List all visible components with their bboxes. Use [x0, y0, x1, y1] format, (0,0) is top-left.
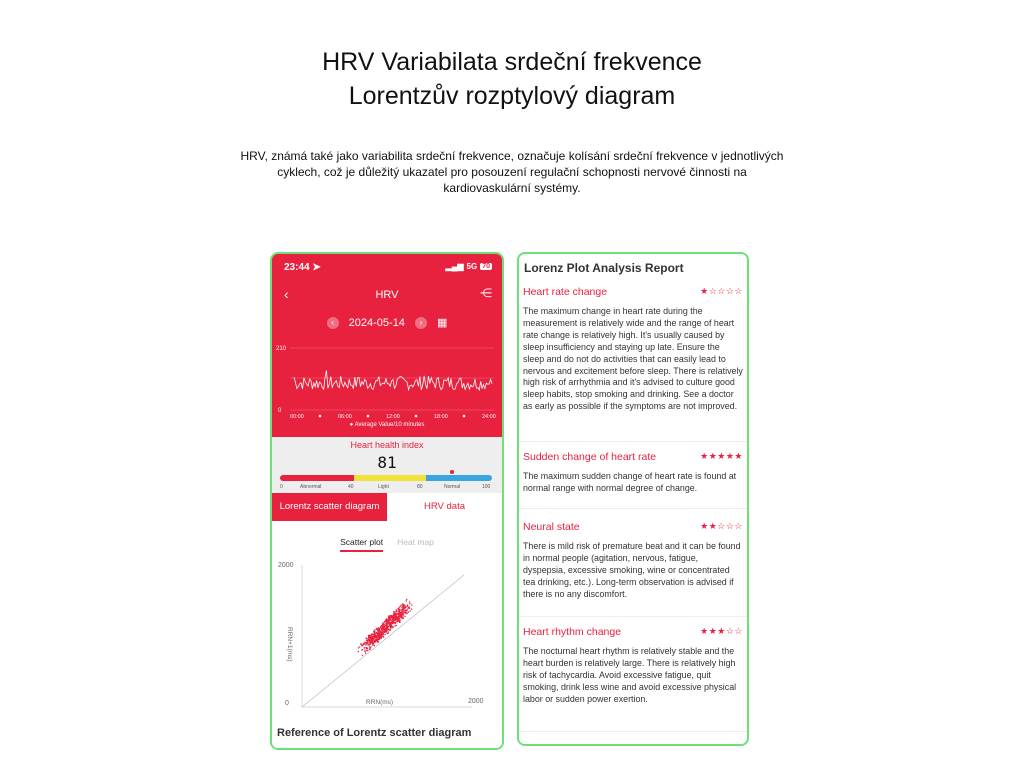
scatter-point	[360, 644, 361, 645]
scatter-point	[402, 616, 403, 617]
scatter-point	[404, 610, 405, 611]
scatter-point	[388, 632, 389, 633]
scatter-point	[402, 606, 403, 607]
scatter-point	[390, 619, 391, 620]
scatter-point	[400, 606, 401, 607]
scatter-point	[376, 629, 377, 630]
status-time: 23:44 ➤	[284, 262, 321, 273]
scatter-point	[398, 614, 399, 615]
scatter-point	[387, 624, 388, 625]
scatter-point	[395, 617, 396, 618]
scatter-point	[372, 639, 373, 640]
scatter-point	[391, 623, 392, 624]
next-date-button[interactable]: ›	[415, 317, 427, 329]
scatter-point	[362, 649, 363, 650]
scatter-point	[404, 616, 405, 617]
scatter-point	[395, 611, 396, 612]
scatter-point	[377, 633, 378, 634]
scatter-point	[385, 625, 386, 626]
scatter-point	[396, 625, 397, 626]
scatter-point	[369, 638, 370, 639]
scatter-point	[362, 655, 363, 656]
scatter-point	[391, 617, 392, 618]
star-rating: ★★☆☆☆	[700, 521, 743, 531]
scatter-point	[369, 646, 370, 647]
scatter-point	[384, 631, 385, 632]
scatter-point	[363, 643, 364, 644]
scatter-point	[364, 649, 365, 650]
x-tick-dot	[415, 415, 418, 418]
scatter-point	[370, 642, 371, 643]
scatter-point	[400, 612, 401, 613]
scatter-point	[373, 643, 374, 644]
scatter-point	[403, 614, 404, 615]
scatter-point	[387, 633, 388, 634]
x-tick-dot	[367, 415, 370, 418]
section-body: The nocturnal heart rhythm is relatively stable and the heart burden is relatively large. There is relatively high risk of tachycardia. Avoid excessive fatigue, quit smoking, drink less wine and avoid excessive physical labor or sudden power exertion.	[523, 646, 737, 704]
scatter-point	[401, 610, 402, 611]
scatter-point	[381, 628, 382, 629]
x-tick-label: 18:00	[434, 414, 448, 420]
hrv-series-line	[294, 370, 492, 390]
scatter-point	[361, 645, 362, 646]
x-tick-label: 00:00	[290, 414, 304, 420]
scatter-point	[396, 610, 397, 611]
battery-icon: 70	[482, 263, 490, 270]
origin-label: 0	[285, 700, 289, 707]
network-label: 5G	[466, 262, 478, 271]
location-arrow-icon: ➤	[312, 262, 321, 273]
scatter-point	[367, 650, 368, 651]
scatter-point	[368, 639, 369, 640]
scatter-point	[384, 634, 385, 635]
scatter-point	[369, 635, 370, 636]
scatter-point	[358, 647, 359, 648]
scatter-point	[403, 612, 404, 613]
scatter-point	[374, 629, 375, 630]
scale-tick: 80	[417, 484, 423, 490]
scatter-point	[411, 604, 412, 605]
scatter-point	[384, 626, 385, 627]
scale-tick: 40	[348, 484, 354, 490]
scatter-point	[409, 611, 410, 612]
heart-health-panel	[272, 437, 502, 493]
calendar-icon[interactable]: ▦	[436, 317, 448, 329]
slide-title-line2: Lorentzův rozptylový diagram	[348, 82, 676, 110]
scatter-point	[378, 636, 379, 637]
scatter-point	[389, 624, 390, 625]
scatter-point	[370, 646, 371, 647]
scatter-point	[389, 622, 390, 623]
scatter-point	[367, 644, 368, 645]
scatter-point	[409, 603, 410, 604]
scatter-point	[405, 605, 406, 606]
scatter-point	[383, 636, 384, 637]
scatter-point	[372, 642, 373, 643]
slide-description: HRV, známá také jako variabilita srdeční frekvence, označuje kolísání srdeční frekvence v jednotlivých cyklech, což je důležitý ukazatel pro posouzení regulační schopnosti nervové činnosti na kardiovaskulární systémy.	[240, 149, 784, 195]
scatter-point	[391, 621, 392, 622]
scatter-point	[380, 626, 381, 627]
scatter-point	[364, 651, 365, 652]
scatter-point	[374, 642, 375, 643]
scatter-point	[392, 626, 393, 627]
scatter-point	[359, 646, 360, 647]
scatter-point	[393, 615, 394, 616]
x-tick-label: 24:00	[482, 414, 496, 420]
scatter-point	[383, 631, 384, 632]
scatter-point	[366, 640, 367, 641]
scatter-point	[398, 611, 399, 612]
scatter-point	[377, 635, 378, 636]
scatter-point	[388, 618, 389, 619]
scatter-point	[406, 612, 407, 613]
scatter-point-cloud	[358, 599, 413, 656]
signal-icon: ▂▄▆	[445, 262, 464, 271]
section-heading: Heart rate change	[523, 286, 608, 298]
star-rating: ★★★☆☆	[700, 626, 743, 636]
chart-legend: ● Average Value/10 minutes	[349, 422, 425, 428]
scatter-point	[385, 619, 386, 620]
scatter-point	[366, 638, 367, 639]
health-score-marker	[450, 470, 454, 474]
scatter-point	[374, 645, 375, 646]
scatter-point	[369, 637, 370, 638]
scatter-point	[404, 607, 405, 608]
previous-date-button[interactable]: ‹	[327, 317, 339, 329]
scatter-point	[384, 630, 385, 631]
scatter-point	[403, 618, 404, 619]
scatter-point	[394, 615, 395, 616]
scatter-point	[393, 616, 394, 617]
date-label: 2024-05-14	[348, 316, 405, 329]
scatter-point	[403, 605, 404, 606]
heart-health-value: 81	[377, 453, 397, 472]
scatter-point	[375, 641, 376, 642]
scatter-point	[399, 621, 400, 622]
tab-lorentz-scatter[interactable]: Lorentz scatter diagram	[272, 493, 387, 521]
scatter-point	[386, 620, 387, 621]
scatter-point	[378, 631, 379, 632]
analysis-tabs	[272, 493, 502, 521]
scatter-point	[364, 647, 365, 648]
scatter-point	[397, 621, 398, 622]
scatter-point	[382, 633, 383, 634]
scatter-point	[369, 649, 370, 650]
y-max-label: 2000	[278, 562, 294, 569]
report-section-heart-rhythm	[519, 626, 747, 732]
scale-tick: 0	[280, 484, 283, 490]
scatter-point	[386, 618, 387, 619]
scatter-point	[401, 614, 402, 615]
scatter-point	[407, 609, 408, 610]
x-tick-label: 06:00	[338, 414, 352, 420]
scatter-point	[375, 637, 376, 638]
scatter-point	[403, 609, 404, 610]
section-heading: Sudden change of heart rate	[523, 451, 657, 463]
scatter-point	[407, 611, 408, 612]
normal-segment	[426, 475, 492, 481]
y-axis-label: RRN+1(ms)	[286, 627, 293, 662]
scatter-point	[400, 613, 401, 614]
x-tick-label: 12:00	[386, 414, 400, 420]
x-max-label: 2000	[468, 698, 484, 705]
y-tick-bottom: 0	[278, 408, 282, 414]
x-axis-label: RRN(ms)	[366, 699, 394, 706]
scatter-point	[366, 643, 367, 644]
scatter-point	[363, 644, 364, 645]
scatter-point	[370, 637, 371, 638]
scatter-point	[387, 622, 388, 623]
scatter-point	[374, 635, 375, 636]
lorenz-analysis-report	[517, 252, 749, 746]
scatter-point	[368, 638, 369, 639]
scatter-point	[387, 628, 388, 629]
section-body: The maximum sudden change of heart rate is found at normal range with normal degree of change.	[523, 471, 737, 493]
hrv-phone-screenshot	[270, 252, 504, 750]
scatter-point	[391, 615, 392, 616]
y-tick-top: 210	[276, 346, 287, 352]
star-rating: ★☆☆☆☆	[700, 286, 743, 296]
scatter-point	[396, 616, 397, 617]
status-indicators	[446, 262, 492, 271]
section-body: The maximum change in heart rate during the measurement is relatively wide and the range of heart rate change is relatively high. It's usually caused by sleep insufficiency and staying up late. Ensure the sleep and do not do activities that can easily lead to nervous and excitement before sleep. There is relatively high risk of arrhythmia and it's advised to culture good sleep habits, stop smoking and drinking. See a doctor as early as possible if the symptoms are not improved.	[523, 306, 743, 412]
scatter-point	[380, 632, 381, 633]
scatter-point	[386, 631, 387, 632]
scatter-point	[399, 610, 400, 611]
scatter-point	[390, 629, 391, 630]
scatter-point	[384, 629, 385, 630]
section-body: There is mild risk of premature beat and it can be found in normal people (agitation, nervous, fatigue, dyspepsia, excessive smoking, wine or concentrated tea drinking, etc.). Long-term observation is advised if there is no any discomfort.	[523, 541, 741, 599]
scatter-point	[400, 609, 401, 610]
scatter-point	[407, 608, 408, 609]
scatter-point	[408, 606, 409, 607]
scatter-panel	[272, 521, 502, 748]
health-scale-bar	[280, 475, 492, 481]
scatter-point	[382, 623, 383, 624]
scatter-point	[401, 612, 402, 613]
scatter-point	[379, 628, 380, 629]
scatter-point	[373, 638, 374, 639]
scatter-point	[398, 617, 399, 618]
scatter-point	[397, 613, 398, 614]
light-segment	[354, 475, 426, 481]
scatter-point	[371, 633, 372, 634]
scatter-point	[400, 615, 401, 616]
scatter-point	[366, 647, 367, 648]
section-heading: Heart rhythm change	[523, 626, 622, 638]
hrv-line-chart	[272, 340, 502, 422]
scatter-point	[387, 626, 388, 627]
scatter-point	[378, 639, 379, 640]
scatter-point	[388, 629, 389, 630]
section-heading: Neural state	[523, 521, 580, 533]
report-section-heart-rate-change	[519, 286, 747, 442]
scatter-point	[406, 599, 407, 600]
scatter-point	[395, 622, 396, 623]
lorentz-scatter-plot	[272, 557, 502, 725]
scatter-point	[375, 639, 376, 640]
share-icon[interactable]: ⋲	[480, 286, 492, 300]
scatter-point	[399, 619, 400, 620]
report-title: Lorenz Plot Analysis Report	[524, 261, 684, 275]
report-section-neural-state	[519, 521, 747, 617]
scatter-point	[374, 632, 375, 633]
x-tick-dot	[463, 415, 466, 418]
scatter-point	[389, 615, 390, 616]
scatter-point	[381, 634, 382, 635]
tab-hrv-data[interactable]: HRV data	[387, 493, 502, 521]
scatter-point	[393, 611, 394, 612]
scale-tick: Light	[378, 484, 389, 490]
scatter-point	[381, 635, 382, 636]
scatter-point	[358, 651, 359, 652]
scatter-point	[403, 604, 404, 605]
tab-scatter-plot[interactable]: Scatter plot	[340, 537, 383, 552]
slide-title-line1: HRV Variabilata srdeční frekvence	[322, 48, 702, 76]
page-title: HRV	[375, 289, 399, 301]
scatter-point	[383, 622, 384, 623]
scale-tick: 100	[482, 484, 491, 490]
hrv-header-panel	[272, 254, 502, 437]
scatter-point	[378, 641, 379, 642]
scale-tick: Abnormal	[300, 484, 322, 490]
scatter-point	[378, 630, 379, 631]
scatter-point	[407, 606, 408, 607]
scatter-point	[379, 637, 380, 638]
scatter-point	[369, 643, 370, 644]
scatter-reference-title: Reference of Lorentz scatter diagram	[277, 727, 472, 739]
identity-line	[302, 575, 464, 707]
report-section-sudden-change	[519, 451, 747, 509]
scatter-point	[409, 601, 410, 602]
scatter-point	[379, 635, 380, 636]
scatter-point	[382, 629, 383, 630]
heart-health-label: Heart health index	[350, 440, 424, 450]
scatter-point	[394, 625, 395, 626]
scatter-point	[392, 620, 393, 621]
scatter-point	[376, 638, 377, 639]
scale-tick: Normal	[444, 484, 461, 490]
date-selector	[272, 316, 502, 329]
x-axis-ticks	[290, 414, 496, 420]
scatter-point	[374, 633, 375, 634]
scatter-sub-tabs	[272, 537, 502, 552]
abnormal-segment	[280, 475, 354, 481]
scatter-point	[382, 625, 383, 626]
star-rating: ★★★★★	[700, 451, 743, 461]
tab-heat-map[interactable]: Heat map	[397, 537, 434, 547]
scatter-point	[390, 626, 391, 627]
scatter-point	[406, 600, 407, 601]
scatter-point	[388, 619, 389, 620]
chevron-left-icon[interactable]: ‹	[284, 286, 289, 302]
x-tick-dot	[319, 415, 322, 418]
scatter-point	[365, 653, 366, 654]
scatter-point	[409, 608, 410, 609]
scatter-point	[399, 607, 400, 608]
scatter-point	[393, 618, 394, 619]
scatter-point	[405, 611, 406, 612]
scatter-point	[411, 609, 412, 610]
